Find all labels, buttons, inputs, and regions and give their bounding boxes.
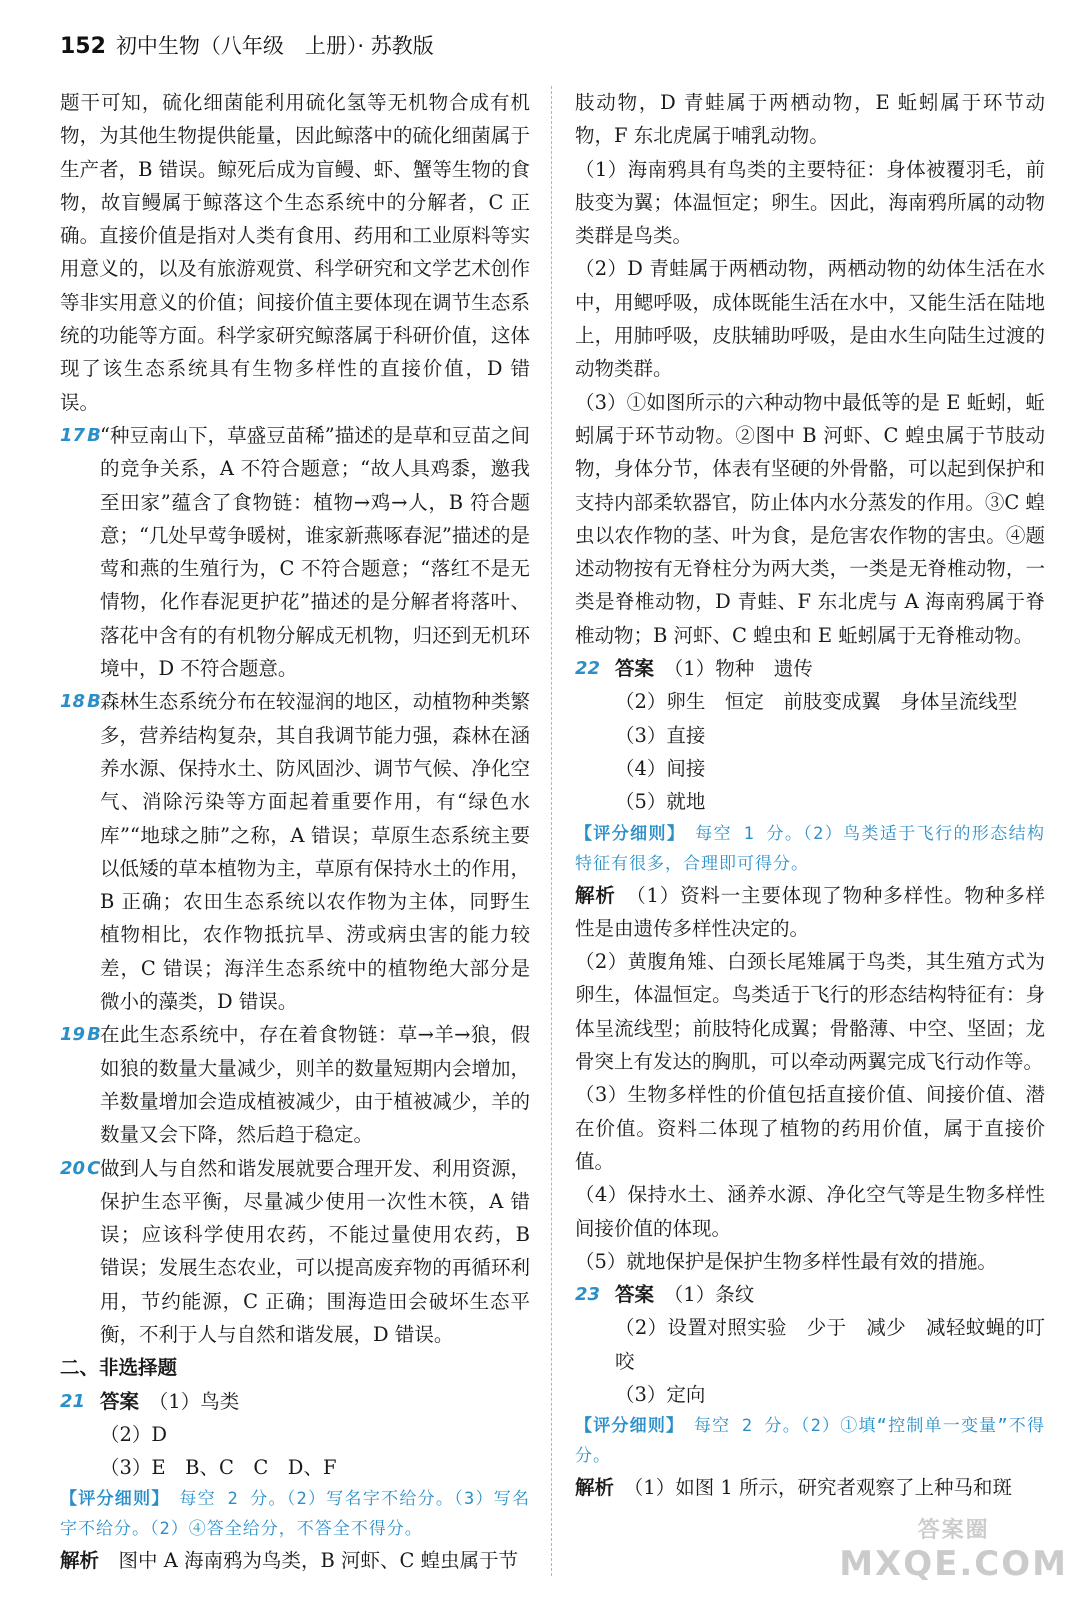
answer-line: （2）D <box>100 1422 168 1446</box>
analysis-paragraph: （3）生物多样性的价值包括直接价值、间接价值、潜在价值。资料二体现了植物的药用价值，属于直接价值。 <box>575 1083 1045 1173</box>
right-column <box>575 86 1045 1505</box>
question-number: 23 <box>575 1284 601 1306</box>
analysis-start: 解析 图中 A 海南鸦为鸟类，B 河虾、C 蝗虫属于节 <box>60 1549 519 1573</box>
question-number: 22 <box>575 658 601 680</box>
q16-continued: 题干可知，硫化细菌能利用硫化氢等无机物合成有机物，为其他生物提供能量，因此鲸落中的硫化细菌属于生产者，B 错误。鲸死后成为盲鳗、虾、蟹等生物的食物，故盲鳗属于鲸落这个生态系统中的分解者，C 正确。直接价值是指对人类有食用、药用和工业原料等实用意义的，以及有旅游观赏、科学研究和文学艺术创作等非实用意义的价值；间接价值主要体现在调节生态系统的功能等方面。科学家研究鲸落属于科研价值，这体现了该生态系统具有生物多样性的直接价值，D 错误。 <box>60 91 530 414</box>
analysis-paragraph: （3）①如图所示的六种动物中最低等的是 E 蚯蚓，蚯蚓属于环节动物。②图中 B 河虾、C 蝗虫属于节肢动物，身体分节，体表有坚硬的外骨骼，可以起到保护和支持内部柔软器官，防止体内水分蒸发的作用。③C 蝗虫以农作物的茎、叶为食，是危害农作物的害虫。④题述动物按有无脊柱分为两大类，一类是无脊椎动物，一类是脊椎动物，D 青蛙、F 东北虎与 A 海南鸦属于脊椎动物；B 河虾、C 蝗虫和 E 蚯蚓属于无脊椎动物。 <box>575 390 1045 647</box>
page-header <box>60 30 434 70</box>
question-number: 21 <box>60 1390 86 1412</box>
answer-line: （5）就地 <box>615 790 706 814</box>
question-number: 20 C <box>60 1157 101 1179</box>
section-heading: 二、非选择题 <box>60 1356 178 1380</box>
analysis-paragraph: 解析 （1）资料一主要体现了物种多样性。物种多样性是由遗传多样性决定的。 <box>575 883 1045 940</box>
grading-note: 【评分细则】 每空 2 分。（2）写名字不给分。（3）写名字不给分。（2）④答全给分，不答全不得分。 <box>60 1489 530 1540</box>
question-19 <box>60 1018 530 1151</box>
left-column <box>60 86 530 1578</box>
analysis-paragraph: （4）保持水土、涵养水源、净化空气等是生物多样性间接价值的体现。 <box>575 1183 1045 1240</box>
question-number: 17 B <box>60 424 101 446</box>
page-number: 152 <box>60 34 106 59</box>
answer-line: 答案 （1）物种 遗传 <box>615 657 813 681</box>
grading-note: 【评分细则】 每空 2 分。（2）①填“控制单一变量”不得分。 <box>575 1416 1046 1467</box>
column-divider <box>551 86 552 1576</box>
answer-line: （2）设置对照实验 少于 减少 减轻蚊蝇的叮咬 <box>615 1316 1045 1373</box>
answer-text: 做到人与自然和谐发展就要合理开发、利用资源，保护生态平衡，尽量减少使用一次性木筷，A 错误；应该科学使用农药，不能过量使用农药，B 错误；发展生态农业，可以提高废弃物的再循环利用，节约能源，C 正确；围海造田会破坏生态平衡，不利于人与自然和谐发展，D 错误。 <box>100 1156 530 1346</box>
watermark-logo: 答案圈 MXQE.COM <box>839 1518 1068 1584</box>
question-18 <box>60 685 530 1018</box>
analysis-start: 解析 （1）如图 1 所示，研究者观察了上种马和斑 <box>575 1476 1012 1500</box>
answer-text: 森林生态系统分布在较湿润的地区，动植物种类繁多，营养结构复杂，其自我调节能力强，森林在涵养水源、保持水土、防风固沙、调节气候、净化空气、消除污染等方面起着重要作用，有“绿色水库”“地球之肺”之称，A 错误；草原生态系统主要以低矮的草本植物为主，草原有保持水土的作用，B 正确；农田生态系统以农作物为主体，同野生植物相比，农作物抵抗旱、涝或病虫害的能力较差，C 错误；海洋生态系统中的植物绝大部分是微小的藻类，D 错误。 <box>100 690 530 1014</box>
analysis-paragraph: （2）黄腹角雉、白颈长尾雉属于鸟类，其生殖方式为卵生，体温恒定。鸟类适于飞行的形态结构特征有：身体呈流线型；前肢特化成翼；骨骼薄、中空、坚固；龙骨突上有发达的胸肌，可以牵动两翼完成飞行动作等。 <box>575 950 1045 1074</box>
answer-line: （3）定向 <box>615 1382 706 1406</box>
analysis-paragraph: （5）就地保护是保护生物多样性最有效的措施。 <box>575 1249 997 1273</box>
grading-note: 【评分细则】 每空 1 分。（2）鸟类适于飞行的形态结构特征有很多，合理即可得分。 <box>575 823 1045 874</box>
analysis-paragraph: （1）海南鸦具有鸟类的主要特征：身体被覆羽毛，前肢变为翼；体温恒定；卵生。因此，海南鸦所属的动物类群是鸟类。 <box>575 157 1045 248</box>
question-number: 18 B <box>60 691 101 713</box>
question-17 <box>60 419 530 685</box>
analysis-paragraph: （2）D 青蛙属于两栖动物，两栖动物的幼体生活在水中，用鳃呼吸，成体既能生活在水中，又能生活在陆地上，用肺呼吸，皮肤辅助呼吸，是由水生向陆生过渡的动物类群。 <box>575 257 1045 381</box>
answer-line: 答案 （1）鸟类 <box>100 1389 240 1413</box>
answer-line: （3）E B、C C D、F <box>100 1456 337 1480</box>
question-number: 19 B <box>60 1024 101 1046</box>
question-23 <box>575 1278 1045 1311</box>
answer-line: 答案 （1）条纹 <box>615 1283 755 1307</box>
answer-line: （4）间接 <box>615 756 706 780</box>
question-22 <box>575 652 1045 685</box>
answer-text: 在此生态系统中，存在着食物链：草→羊→狼，假如狼的数量大量减少，则羊的数量短期内会增加，羊数量增加会造成植被减少，由于植被减少，羊的数量又会下降，然后趋于稳定。 <box>100 1023 530 1147</box>
q21-analysis-continued: 肢动物，D 青蛙属于两栖动物，E 蚯蚓属于环节动物，F 东北虎属于哺乳动物。 <box>575 91 1045 148</box>
answer-text: “种豆南山下，草盛豆苗稀”描述的是草和豆苗之间的竞争关系，A 不符合题意；“故人具鸡黍，邀我至田家”蕴含了食物链：植物→鸡→人，B 符合题意；“几处早莺争暖树，谁家新燕啄春泥”描述的是莺和燕的生殖行为，C 不符合题意；“落红不是无情物，化作春泥更护花”描述的是分解者将落叶、落花中含有的有机物分解成无机物，归还到无机环境中，D 不符合题意。 <box>100 423 530 681</box>
question-21 <box>60 1385 530 1418</box>
answer-line: （3）直接 <box>615 723 706 747</box>
book-title: 初中生物（八年级 上册）· 苏教版 <box>115 34 434 58</box>
answer-line: （2）卵生 恒定 前肢变成翼 身体呈流线型 <box>615 690 1018 714</box>
question-20 <box>60 1152 530 1352</box>
